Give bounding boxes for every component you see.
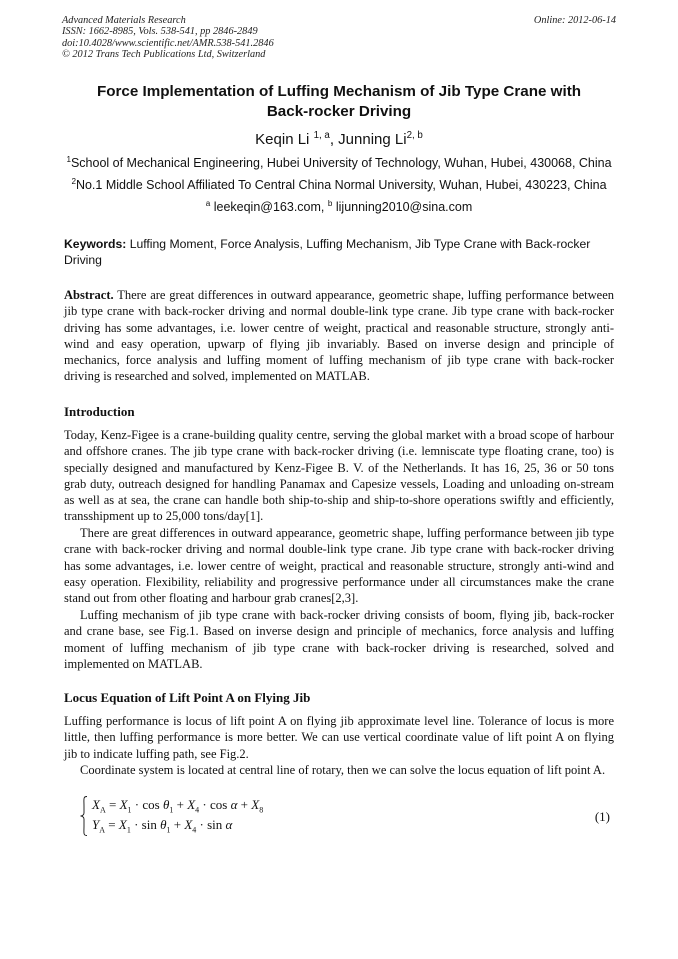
- equation-number: (1): [594, 809, 610, 824]
- intro-paragraph-1: Today, Kenz-Figee is a crane-building quality centre, serving the global market with a broad scope of harbour and offshore cranes. The jib type crane with back-rocker driving (i.e. lemniscate type floating crane, too) is specially designed and manufactured by Kenz-Figee B. V. of the Netherlands. It has 16, 25, 36 or 50 tons grab duty, outreach designed for handling Panamax and Capesize vessels, Loading and unloading on-stream as well as at sea, the crane can handle both ship-to-ship and ship-to-shore operations swiftly and efficiently, transshipment up to 25,000 tons/day[1].: [64, 428, 614, 524]
- online-date: Online: 2012-06-14: [533, 15, 616, 26]
- locus-paragraph-1: Luffing performance is locus of lift point A on flying jib approximate level line. Tolerance of locus is more little, then luffing performance is more better. We can use vertical coordinate value of lift point A on flying jib to indicate luffing path, see Fig.2.: [64, 714, 614, 761]
- author-superscript: 2, b: [406, 130, 423, 141]
- abstract-label: Abstract.: [64, 288, 114, 302]
- title-line-1: Force Implementation of Luffing Mechanism of Jib Type Crane with: [96, 83, 582, 100]
- equation-1: [78, 795, 618, 837]
- abstract: [64, 287, 614, 385]
- equation-line-2: $Y_A = X_1 \cdot \sin \theta_1 + X_4 \cdot \sin \alpha$: [92, 817, 233, 835]
- affiliation-superscript: 1: [66, 154, 71, 164]
- email-superscript: b: [327, 198, 333, 208]
- author-name: Keqin Li: [255, 131, 310, 148]
- author-list: Keqin Li $^{1, a}$, Junning Li$^{2, b}$: [255, 130, 423, 148]
- author-superscript: 1, a: [313, 130, 330, 141]
- email-link[interactable]: leekeqin@163.com,: [213, 200, 325, 214]
- journal-header: [62, 15, 616, 60]
- affiliation-text: School of Mechanical Engineering, Hubei University of Technology, Wuhan, Hubei, 430068, China: [70, 156, 612, 170]
- abstract-text: There are great differences in outward appearance, geometric shape, luffing performance between jib type crane with back-rocker driving and normal double-link type crane. Jib type crane with back-rocker driving has some advantages, i.e. lower centre of weight, practical and reasonable structure, strongly anti-wind and easy operation, upwarp of flying jib invariably. Based on inverse design and principle of mechanics, force analysis and luffing moment of luffing mechanism of jib type crane with back-rocker driving is researched and solved, implemented on MATLAB.: [64, 288, 614, 384]
- doi: doi:10.4028/www.scientific.net/AMR.538-541.2846: [62, 37, 274, 49]
- emails: [64, 200, 614, 214]
- issn: ISSN: 1662-8985, Vols. 538-541, pp 2846-2849: [62, 26, 258, 38]
- author-name: Junning Li: [338, 131, 407, 148]
- copyright: © 2012 Trans Tech Publications Ltd, Switzerland: [62, 48, 266, 60]
- section-heading-locus: Locus Equation of Lift Point A on Flying Jib: [64, 690, 311, 705]
- paper-title: [64, 82, 614, 122]
- affiliation-2: [64, 178, 614, 192]
- email-superscript: a: [205, 198, 211, 208]
- equation-line-1: $X_A = X_1 \cdot \cos \theta_1 + X_4 \cdot \cos \alpha + X_8$: [92, 797, 264, 815]
- keywords-label: Keywords:: [64, 237, 127, 251]
- title-line-2: Back-rocker Driving: [266, 103, 412, 120]
- email-link[interactable]: lijunning2010@sina.com: [335, 200, 473, 214]
- affiliation-superscript: 2: [71, 176, 76, 186]
- keywords-text: Luffing Moment, Force Analysis, Luffing Mechanism, Jib Type Crane with Back-rocker Driving: [64, 237, 591, 267]
- intro-paragraph-3: Luffing mechanism of jib type crane with back-rocker driving consists of boom, flying jib, back-rocker and crane base, see Fig.1. Based on inverse design and principle of mechanics, force analysis and luffing moment of luffing mechanism of jib type crane with back-rocker driving is researched, solved and implemented on MATLAB.: [64, 608, 614, 671]
- affiliation-1: [64, 156, 614, 170]
- keywords: [64, 236, 614, 268]
- locus-paragraph-2: Coordinate system is located at central line of rotary, then we can solve the locus equation of lift point A.: [80, 763, 606, 777]
- journal-name: Advanced Materials Research: [62, 15, 186, 26]
- intro-paragraph-2: There are great differences in outward appearance, geometric shape, luffing performance between jib type crane with back-rocker driving and normal double-link type crane. Jib type crane with back-rocker driving has some advantages, i.e. lower centre of weight, practical and reasonable structure, strongly anti-wind and easy operation. Flexibility, reliability and progressive performance under all circumstances make the crane stand out from other floating and harbour grab cranes[2,3].: [64, 526, 614, 606]
- affiliation-text: No.1 Middle School Affiliated To Central China Normal University, Wuhan, Hubei, 430223, China: [75, 178, 607, 192]
- equation-brace: [80, 796, 88, 836]
- section-heading-introduction: Introduction: [64, 404, 135, 419]
